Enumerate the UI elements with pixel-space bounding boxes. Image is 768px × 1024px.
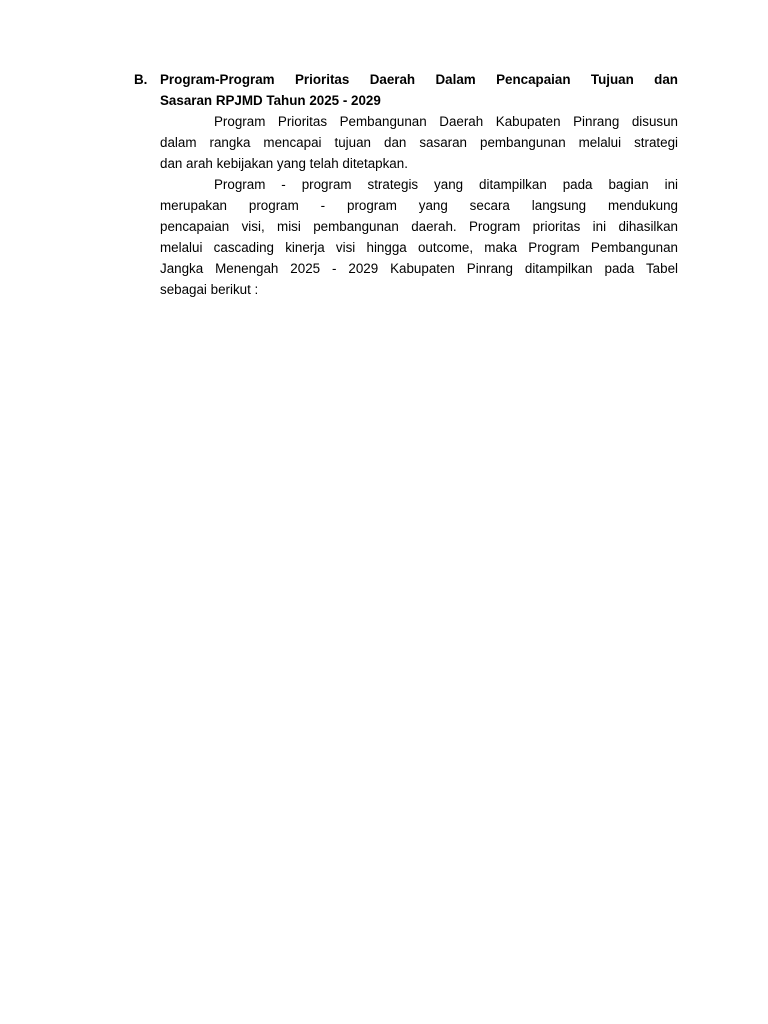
paragraph-line: sebagai berikut : [160,282,259,297]
section-title [160,69,678,111]
paragraph-line: pencapaian visi, misi pembangunan daerah. Program prioritas ini dihasilkan [160,219,678,234]
section-letter: B. [134,72,148,87]
paragraph-line: merupakan program - program yang secara langsung mendukung [160,198,678,213]
paragraph-line: dan arah kebijakan yang telah ditetapkan. [160,156,408,171]
section-body [160,111,678,300]
paragraph-2 [160,174,678,300]
section-title-line: Program-Program Prioritas Daerah Dalam Pencapaian Tujuan dan [160,72,678,87]
paragraph-line: Program - program strategis yang ditampilkan pada bagian ini [214,177,678,192]
paragraph-line: dalam rangka mencapai tujuan dan sasaran pembangunan melalui strategi [160,135,678,150]
paragraph-1 [160,111,678,174]
paragraph-line: Jangka Menengah 2025 - 2029 Kabupaten Pinrang ditampilkan pada Tabel [160,261,678,276]
section-title-line: Sasaran RPJMD Tahun 2025 - 2029 [160,93,381,108]
paragraph-line: Program Prioritas Pembangunan Daerah Kabupaten Pinrang disusun [214,114,678,129]
paragraph-line: melalui cascading kinerja visi hingga outcome, maka Program Pembangunan [160,240,678,255]
section-heading [134,69,678,111]
section-b [134,69,678,300]
